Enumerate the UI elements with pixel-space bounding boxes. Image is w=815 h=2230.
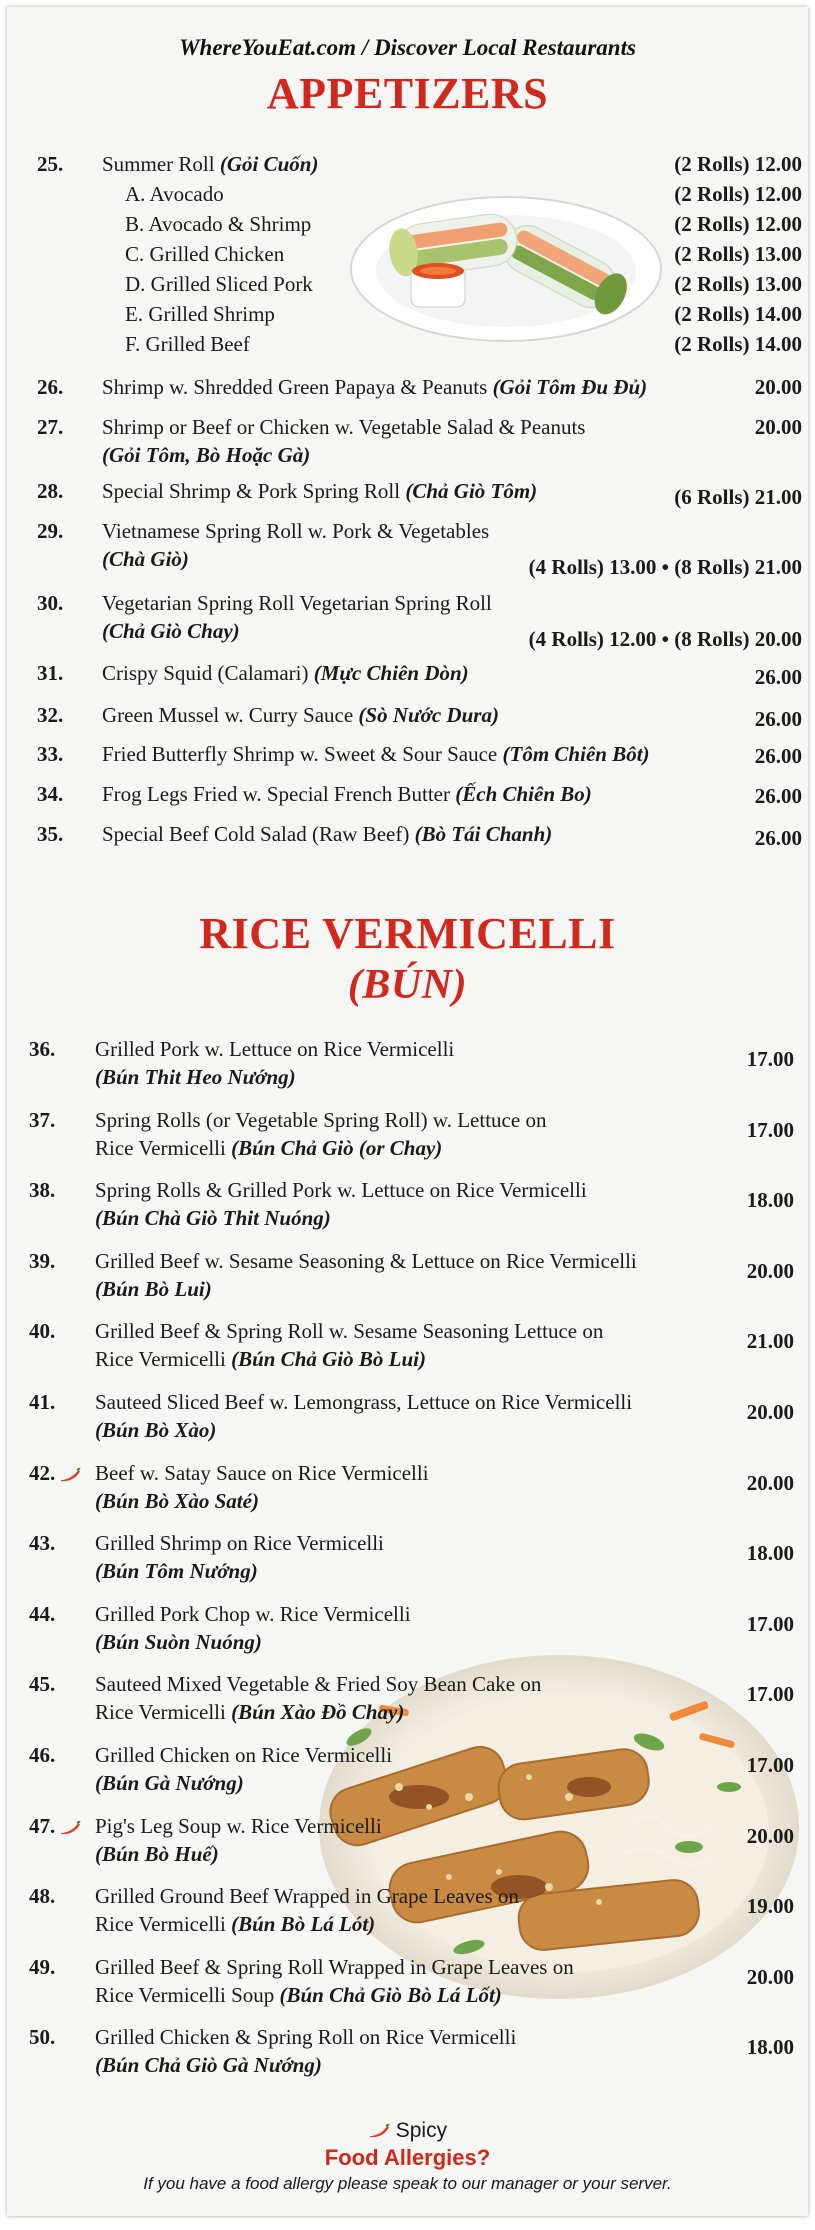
item-price: 21.00 <box>746 1329 794 1353</box>
chili-pepper-icon <box>368 2119 396 2142</box>
item-english-name: Fried Butterfly Shrimp w. Sweet & Sour Sauce <box>102 742 498 766</box>
item-number: 50. <box>29 2025 56 2049</box>
item-english-name: Pig's Leg Soup w. Rice Vermicelli <box>95 1814 382 1838</box>
spicy-legend-label: Spicy <box>395 2119 448 2142</box>
item-number: 35. <box>37 822 64 846</box>
item-price: 18.00 <box>746 1541 794 1565</box>
item-second-line <box>95 1416 216 1444</box>
item-second-line <box>95 1063 296 1091</box>
item-second-line <box>95 1345 426 1373</box>
item-price: 26.00 <box>754 744 802 768</box>
item-price: 20.00 <box>754 415 802 439</box>
item-english-name: Sauteed Sliced Beef w. Lemongrass, Lettuce on Rice Vermicelli <box>95 1390 633 1414</box>
summer-roll-option-d[interactable]: D. Grilled Sliced Pork <box>125 272 313 296</box>
item-number: 38. <box>29 1178 56 1202</box>
summer-roll-option-a-price: (2 Rolls) 12.00 <box>674 182 802 206</box>
vermicelli-title: RICE VERMICELLI <box>199 909 616 958</box>
item-english-name: Crispy Squid (Calamari) <box>102 661 309 685</box>
item-vietnamese-name: (Bún Bò Xào) <box>95 1418 217 1442</box>
item-english-name-cont: Rice Vermicelli <box>95 1347 226 1371</box>
item-english-name: Sauteed Mixed Vegetable & Fried Soy Bean Cake on <box>95 1672 542 1696</box>
item-number: 44. <box>29 1602 56 1626</box>
item-english-name: Grilled Shrimp on Rice Vermicelli <box>95 1531 384 1555</box>
item-price: 26.00 <box>754 707 802 731</box>
item-number: 33. <box>37 742 64 766</box>
item-number: 25. <box>37 152 64 176</box>
item-price: 18.00 <box>746 2035 794 2059</box>
item-vietnamese-name: (Chả Giò Chay) <box>102 619 240 643</box>
item-price: 20.00 <box>754 375 802 399</box>
item-english-name: Grilled Pork w. Lettuce on Rice Vermicelli <box>95 1037 455 1061</box>
item-price: (2 Rolls) 12.00 <box>674 152 802 176</box>
item-price: 18.00 <box>746 1188 794 1212</box>
item-vietnamese-name: (Mực Chiên Dòn) <box>313 661 469 685</box>
summer-roll-option-e[interactable]: E. Grilled Shrimp <box>125 302 275 326</box>
food-allergies-note: If you have a food allergy please speak to our manager or your server. <box>143 2174 672 2193</box>
item-english-name: Grilled Beef & Spring Roll w. Sesame Seasoning Lettuce on <box>95 1319 604 1343</box>
item-vietnamese-name: (Gỏi Cuốn) <box>219 152 319 176</box>
item-price: (4 Rolls) 13.00 • (8 Rolls) 21.00 <box>528 555 802 579</box>
chili-pepper-icon <box>59 1812 81 1840</box>
item-number: 27. <box>37 415 64 439</box>
item-price: 26.00 <box>754 826 802 850</box>
item-number: 46. <box>29 1743 56 1767</box>
item-english-name: Grilled Chicken & Spring Roll on Rice Vermicelli <box>95 2025 517 2049</box>
spicy-legend <box>7 2119 808 2143</box>
item-english-name: Shrimp or Beef or Chicken w. Vegetable Salad & Peanuts <box>102 415 586 439</box>
item-english-name-cont: Rice Vermicelli <box>95 1912 226 1936</box>
item-number: 32. <box>37 703 64 727</box>
item-number: 45. <box>29 1672 56 1696</box>
item-second-line <box>95 1557 258 1585</box>
item-vietnamese-name: (Bún Chả Giò Bò Lá Lốt) <box>279 1983 502 2007</box>
item-vietnamese-name: (Bún Gà Nướng) <box>95 1771 244 1795</box>
item-english-name: Summer Roll <box>102 152 215 176</box>
item-vietnamese-name: (Bún Bò Lui) <box>95 1277 212 1301</box>
item-vietnamese-name: (Chà Giò) <box>102 547 189 571</box>
item-second-line <box>95 1840 219 1868</box>
food-allergies-title: Food Allergies? <box>324 2145 491 2170</box>
item-price: 20.00 <box>746 1965 794 1989</box>
item-number: 29. <box>37 519 64 543</box>
item-number: 31. <box>37 661 64 685</box>
summer-roll-option-d-price: (2 Rolls) 13.00 <box>674 272 802 296</box>
item-number: 41. <box>29 1390 56 1414</box>
item-name <box>102 150 318 178</box>
item-number: 47. <box>29 1814 56 1838</box>
item-price: 20.00 <box>746 1400 794 1424</box>
item-vietnamese-name: (Ếch Chiên Bo) <box>455 782 592 806</box>
item-price: 20.00 <box>746 1471 794 1495</box>
item-vietnamese-name: (Gỏi Tôm Đu Đủ) <box>492 375 648 399</box>
item-english-name: Frog Legs Fried w. Special French Butter <box>102 782 450 806</box>
item-english-name: Beef w. Satay Sauce on Rice Vermicelli <box>95 1461 429 1485</box>
item-vietnamese-name: (Bún Bò Huế) <box>95 1842 219 1866</box>
summer-roll-option-f[interactable]: F. Grilled Beef <box>125 332 250 356</box>
item-second-line <box>95 1134 442 1162</box>
item-english-name: Grilled Beef & Spring Roll Wrapped in Grape Leaves on <box>95 1955 574 1979</box>
item-english-name: Grilled Pork Chop w. Rice Vermicelli <box>95 1602 411 1626</box>
item-english-name: Vegetarian Spring Roll Vegetarian Spring Roll <box>102 591 492 615</box>
item-vietnamese-name: (Bún Bò Lá Lót) <box>231 1912 376 1936</box>
item-price: 17.00 <box>746 1118 794 1142</box>
item-number: 26. <box>37 375 64 399</box>
item-english-name: Special Beef Cold Salad (Raw Beef) <box>102 822 410 846</box>
item-number: 40. <box>29 1319 56 1343</box>
summer-roll-option-c-price: (2 Rolls) 13.00 <box>674 242 802 266</box>
appetizers-title: APPETIZERS <box>266 69 549 118</box>
item-english-name: Grilled Chicken on Rice Vermicelli <box>95 1743 393 1767</box>
item-vietnamese-name: (Bún Chà Giò Thit Nuóng) <box>95 1206 331 1230</box>
item-vietnamese-name: (Bò Tái Chanh) <box>414 822 553 846</box>
item-second-line <box>95 1769 244 1797</box>
menu-page <box>7 7 808 2216</box>
item-english-name: Green Mussel w. Curry Sauce <box>102 703 354 727</box>
summer-roll-photo <box>347 179 665 349</box>
item-number: 36. <box>29 1037 56 1061</box>
item-price: 19.00 <box>746 1894 794 1918</box>
item-english-name: Vietnamese Spring Roll w. Pork & Vegetables <box>102 519 490 543</box>
item-number: 34. <box>37 782 64 806</box>
item-vietnamese-name: (Bún Tôm Nướng) <box>95 1559 258 1583</box>
vermicelli-subtitle: (BÚN) <box>347 962 468 1008</box>
item-second-line <box>95 1910 375 1938</box>
item-english-name: Spring Rolls (or Vegetable Spring Roll) w. Lettuce on <box>95 1108 547 1132</box>
item-vietnamese-name: (Bún Xào Đồ Chay) <box>231 1700 405 1724</box>
summer-roll-option-b-price: (2 Rolls) 12.00 <box>674 212 802 236</box>
item-price: 20.00 <box>746 1259 794 1283</box>
item-vietnamese-name: (Tôm Chiên Bôt) <box>502 742 650 766</box>
item-number: 37. <box>29 1108 56 1132</box>
item-second-line <box>95 1981 502 2009</box>
site-header[interactable]: WhereYouEat.com / Discover Local Restaurants <box>179 35 636 60</box>
item-price: 26.00 <box>754 665 802 689</box>
item-price: 17.00 <box>746 1753 794 1777</box>
item-second-line <box>95 1275 212 1303</box>
item-second-line <box>95 1628 262 1656</box>
item-english-name: Special Shrimp & Pork Spring Roll <box>102 479 401 503</box>
item-english-name-cont: Rice Vermicelli <box>95 1700 226 1724</box>
summer-roll-option-a[interactable]: A. Avocado <box>125 182 224 206</box>
item-english-name: Grilled Ground Beef Wrapped in Grape Leaves on <box>95 1884 519 1908</box>
item-number: 39. <box>29 1249 56 1273</box>
item-number: 48. <box>29 1884 56 1908</box>
item-english-name: Spring Rolls & Grilled Pork w. Lettuce on Rice Vermicelli <box>95 1178 587 1202</box>
item-second-line <box>95 2051 322 2079</box>
item-price: (6 Rolls) 21.00 <box>674 485 802 509</box>
summer-roll-option-b[interactable]: B. Avocado & Shrimp <box>125 212 312 236</box>
item-price: 17.00 <box>746 1682 794 1706</box>
item-vietnamese-name: (Bún Chả Giò Gà Nướng) <box>95 2053 322 2077</box>
chili-pepper-icon <box>59 1459 81 1487</box>
summer-roll-option-c[interactable]: C. Grilled Chicken <box>125 242 285 266</box>
item-number: 43. <box>29 1531 56 1555</box>
item-price: 17.00 <box>746 1612 794 1636</box>
item-english-name: Shrimp w. Shredded Green Papaya & Peanuts <box>102 375 488 399</box>
item-vietnamese-name: (Sò Nước Dura) <box>358 703 499 727</box>
item-vietnamese-name: (Chả Giò Tôm) <box>405 479 538 503</box>
summer-roll-option-f-price: (2 Rolls) 14.00 <box>674 332 802 356</box>
item-price: 26.00 <box>754 784 802 808</box>
item-vietnamese-name: (Bún Suòn Nuóng) <box>95 1630 262 1654</box>
item-number: 49. <box>29 1955 56 1979</box>
item-second-line <box>95 1204 331 1232</box>
item-number: 28. <box>37 479 64 503</box>
item-second-line <box>95 1487 259 1515</box>
item-vietnamese-name: (Bún Bò Xào Saté) <box>95 1489 259 1513</box>
item-vietnamese-name: (Bún Chả Giò Bò Lui) <box>231 1347 426 1371</box>
item-price: 17.00 <box>746 1047 794 1071</box>
item-number: 30. <box>37 591 64 615</box>
item-vietnamese-name: (Bún Thit Heo Nướng) <box>95 1065 296 1089</box>
item-price: 20.00 <box>746 1824 794 1848</box>
item-price: (4 Rolls) 12.00 • (8 Rolls) 20.00 <box>528 627 802 651</box>
item-english-name: Grilled Beef w. Sesame Seasoning & Lettuce on Rice Vermicelli <box>95 1249 637 1273</box>
item-english-name-cont: Rice Vermicelli Soup <box>95 1983 275 2007</box>
item-vietnamese-name: (Bún Chả Giò (or Chay) <box>231 1136 443 1160</box>
item-second-line <box>95 1698 404 1726</box>
item-english-name-cont: Rice Vermicelli <box>95 1136 226 1160</box>
summer-roll-option-e-price: (2 Rolls) 14.00 <box>674 302 802 326</box>
item-number: 42. <box>29 1461 56 1485</box>
item-vietnamese-name: (Gỏi Tôm, Bò Hoặc Gà) <box>102 443 311 467</box>
